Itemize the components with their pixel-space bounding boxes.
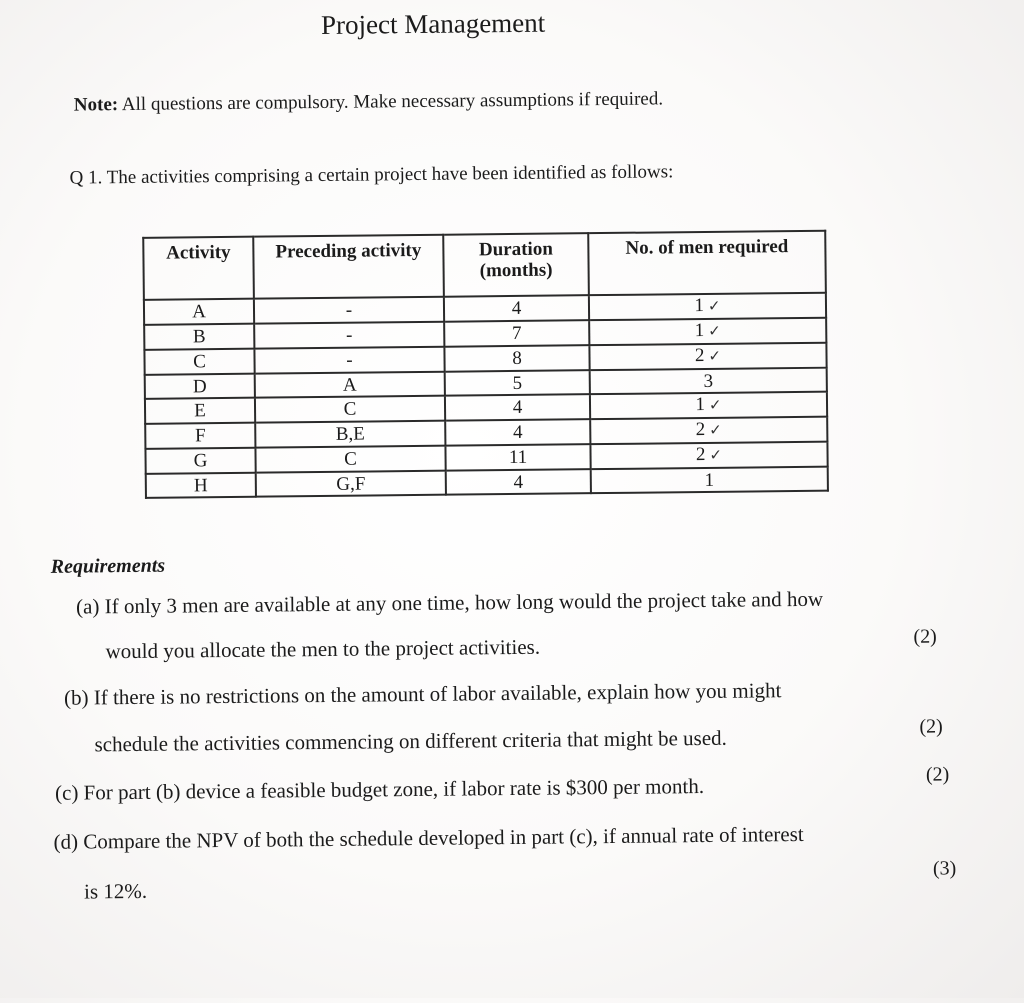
note-text: All questions are compulsory. Make necessary assumptions if required. [121,88,664,116]
requirement-a-marks: (2) [913,625,937,648]
cell-men: 1 [591,467,828,493]
cell-men [590,417,827,444]
requirement-d-line1: (d) Compare the NPV of both the schedule developed in part (c), if annual rate of interest [53,821,804,854]
cell-men [590,442,827,469]
check-mark-icon: ✓ [708,348,722,365]
requirements-heading: Requirements [50,554,166,578]
check-mark-icon: ✓ [707,298,721,315]
men-value: 2 [694,344,705,367]
cell-activity: D [145,374,255,399]
cell-men [590,392,827,419]
requirement-b-line1: (b) If there is no restrictions on the amount of labor available, explain how you might [63,678,782,710]
cell-preceding: - [254,347,444,374]
header-duration: Duration (months) [443,233,589,297]
requirement-d-marks: (3) [932,857,957,880]
cell-activity: E [145,398,255,424]
table-header-row [143,231,826,300]
cell-preceding: - [254,322,444,349]
header-men: No. of men required [588,231,826,295]
cell-duration: 4 [446,469,591,495]
activity-table [142,230,829,499]
cell-activity: H [146,473,256,498]
requirement-c-line1: (c) For part (b) device a feasible budget zone, if labor rate is $300 per month. [54,774,705,805]
cell-duration: 4 [445,394,590,421]
page-title: Project Management [320,7,546,40]
cell-men: 3 [590,368,827,394]
header-preceding: Preceding activity [253,235,444,299]
cell-preceding: B,E [255,421,445,448]
cell-duration: 5 [445,370,590,396]
men-value: 1 [695,393,706,416]
men-value: 2 [695,418,706,441]
cell-activity: G [145,448,255,474]
cell-duration: 11 [445,444,590,471]
cell-preceding: A [255,372,445,398]
note [74,88,663,116]
cell-preceding: - [254,297,444,324]
cell-activity: F [145,423,255,449]
note-label: Note: [73,94,119,116]
check-mark-icon: ✓ [709,447,723,464]
check-mark-icon: ✓ [708,323,721,340]
cell-preceding: C [255,446,445,473]
cell-activity: C [144,349,254,375]
requirement-b-marks: (2) [919,715,943,738]
requirement-a-line1: (a) If only 3 men are available at any one time, how long would the project take and how [75,586,824,619]
cell-duration: 4 [444,295,589,322]
question-1: Q 1. The activities comprising a certain project have been identified as follows: [69,161,674,189]
requirement-c-marks: (2) [925,763,950,786]
check-mark-icon: ✓ [708,397,722,414]
cell-activity: B [144,324,254,350]
cell-men [589,343,826,370]
cell-preceding: C [255,396,445,423]
requirement-b-line2: schedule the activities commencing on different criteria that might be used. [94,725,727,757]
men-value: 1 [694,319,705,342]
men-value: 1 [694,294,705,317]
cell-preceding: G,F [256,471,446,497]
cell-duration: 7 [444,320,589,347]
header-activity: Activity [143,237,254,300]
men-value: 2 [695,443,706,466]
cell-men [589,293,826,320]
cell-duration: 8 [444,345,589,372]
requirement-d-line2: is 12%. [83,878,148,904]
cell-activity: A [144,299,254,325]
check-mark-icon: ✓ [709,422,722,439]
requirement-a-line2: would you allocate the men to the project activities. [105,634,541,664]
cell-men [589,318,826,345]
cell-duration: 4 [445,419,590,446]
